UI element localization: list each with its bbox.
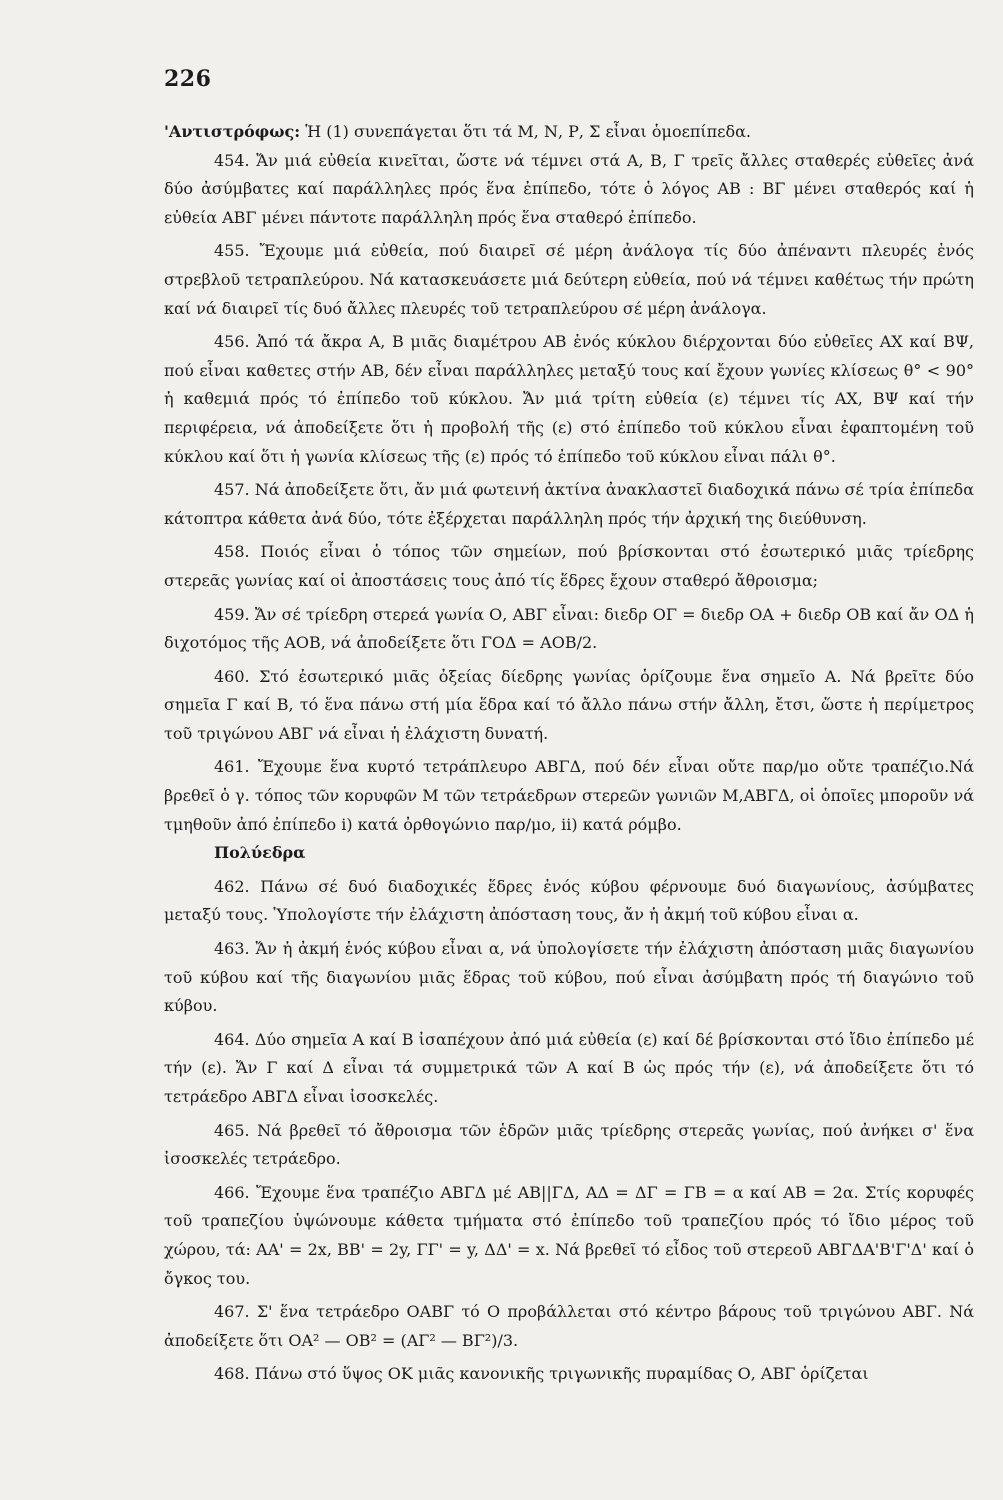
problem-459: 459. Ἄν σέ τρίεδρη στερεά γωνία Ο, ΑΒΓ εἶναι: διεδρ ΟΓ = διεδρ ΟΑ + διεδρ ΟΒ καί ἄν ΟΔ ἡ διχοτόμος τῆς ΑΟΒ, νά ἀποδείξετε ὅτι ΓΟΔ = ΑΟΒ/2. [164,604,974,653]
problem-465: 465. Νά βρεθεῖ τό ἄθροισμα τῶν ἑδρῶν μιᾶς τρίεδρης στερεᾶς γωνίας, πού ἀνήκει σ' ἕνα ἰσοσκελές τετράεδρο. [164,1120,974,1169]
problem-464: 464. Δύο σημεῖα Α καί Β ἰσαπέχουν ἀπό μιά εὐθεία (ε) καί δέ βρίσκονται στό ἴδιο ἐπίπεδο μέ τήν (ε). Ἄν Γ καί Δ εἶναι τά συμμετρικά τῶν Α καί Β ὡς πρός τήν (ε), νά ἀποδείξετε ὅτι τό τετράεδρο ΑΒΓΔ εἶναι ἰσοσκελές. [164,1029,974,1106]
problem-454: 454. Ἄν μιά εὐθεία κινεῖται, ὥστε νά τέμνει στά Α, Β, Γ τρεῖς ἄλλες σταθερές εὐθεῖες ἀνά δύο ἀσύμβατες καί παράλληλες πρός ἕνα ἐπίπεδο, τότε ὁ λόγος ΑΒ : ΒΓ μένει σταθερός καί ἡ εὐθεία ΑΒΓ μένει πάντοτε παράλληλη πρός ἕνα σταθερό ἐπίπεδο. [164,150,974,227]
problem-460: 460. Στό ἐσωτερικό μιᾶς ὀξείας δίεδρης γωνίας ὁρίζουμε ἕνα σημεῖο Α. Νά βρεῖτε δύο σημεῖα Γ καί Β, τό ἕνα πάνω στή μία ἕδρα καί τό ἄλλο πάνω στήν ἄλλη, ἔτσι, ὥστε ἡ περίμετρος τοῦ τριγώνου ΑΒΓ νά εἶναι ἡ ἐλάχιστη δυνατή. [164,666,974,743]
problem-468: 468. Πάνω στό ὕψος ΟΚ μιᾶς κανονικῆς τριγωνικῆς πυραμίδας Ο, ΑΒΓ ὁρίζεται [214,1364,869,1384]
problem-457: 457. Νά ἀποδείξετε ὅτι, ἄν μιά φωτεινή ἀκτίνα ἀνακλαστεῖ διαδοχικά πάνω σέ τρία ἐπίπεδα κάτοπτρα κάθετα ἀνά δύο, τότε ἐξέρχεται παράλληλη πρός τήν ἀρχική της διεύθυνση. [164,480,974,528]
intro-paragraph [164,118,974,147]
problem-462: 462. Πάνω σέ δυό διαδοχικές ἕδρες ἑνός κύβου φέρνουμε δυό διαγωνίους, ἀσύμβατες μεταξύ τους. Ὑπολογίστε τήν ἐλάχιστη ἀπόσταση τους, ἄν ἡ ἀκμή τοῦ κύβου εἶναι α. [164,876,974,925]
problem-458: 458. Ποιός εἶναι ὁ τόπος τῶν σημείων, πού βρίσκονται στό ἐσωτερικό μιᾶς τρίεδρης στερεᾶς γωνίας καί οἱ ἀποστάσεις τους ἀπό τίς ἕδρες ἔχουν σταθερό ἄθροισμα; [164,542,974,590]
problem-466: 466. Ἔχουμε ἕνα τραπέζιο ΑΒΓΔ μέ ΑΒ||ΓΔ, ΑΔ = ΔΓ = ΓΒ = α καί ΑΒ = 2α. Στίς κορυφές τοῦ τραπεζίου ὑψώνουμε κάθετα τμήματα στό ἐπίπεδο τοῦ τραπεζίου πρός τό ἴδιο μέρος τοῦ χώρου, τά: ΑΑ' = 2x, ΒΒ' = 2y, ΓΓ' = y, ΔΔ' = x. Νά βρεθεῖ τό εἶδος τοῦ στερεοῦ ΑΒΓΔΑ'Β'Γ'Δ' καί ὁ ὄγκος του. [164,1182,974,1288]
page-body [164,118,974,1389]
problem-467: 467. Σ' ἕνα τετράεδρο ΟΑΒΓ τό Ο προβάλλεται στό κέντρο βάρους τοῦ τριγώνου ΑΒΓ. Νά ἀποδείξετε ὅτι ΟΑ² — ΟΒ² = (ΑΓ² — ΒΓ²)/3. [164,1302,974,1350]
intro-text: Ἡ (1) συνεπάγεται ὅτι τά Μ, Ν, Ρ, Σ εἶναι ὁμοεπίπεδα. [305,122,751,141]
problem-456: 456. Ἀπό τά ἄκρα Α, Β μιᾶς διαμέτρου ΑΒ ἑνός κύκλου διέρχονται δύο εὐθεῖες ΑΧ καί ΒΨ, πού εἶναι καθετες στήν ΑΒ, δέν εἶναι παράλληλες μεταξύ τους καί ἔχουν γωνίες κλίσεως θ° < 90° ἡ καθεμιά πρός τό ἐπίπεδο τοῦ κύκλου. Ἄν μιά τρίτη εὐθεία (ε) τέμνει τίς ΑΧ, ΒΨ καί τήν περιφέρεια, νά ἀποδείξετε ὅτι ἡ προβολή τῆς (ε) στό ἐπίπεδο τοῦ κύκλου εἶναι ἐφαπτομένη τοῦ κύκλου καί ὅτι ἡ γωνία κλίσεως τῆς (ε) πρός τό ἐπίπεδο τοῦ κύκλου εἶναι πάλι θ°. [164,332,974,466]
problem-455: 455. Ἔχουμε μιά εὐθεία, πού διαιρεῖ σέ μέρη ἀνάλογα τίς δύο ἀπέναντι πλευρές ἑνός στρεβλοῦ τετραπλεύρου. Νά κατασκευάσετε μιά δεύτερη εὐθεία, πού νά τέμνει καθέτως τήν πρώτη καί νά διαιρεῖ τίς δυό ἄλλες πλευρές τοῦ τετραπλεύρου σέ μέρη ἀνάλογα. [164,241,974,318]
problem-463: 463. Ἄν ἡ ἀκμή ἑνός κύβου εἶναι α, νά ὑπολογίσετε τήν ἐλάχιστη ἀπόσταση μιᾶς διαγωνίου τοῦ κύβου καί τῆς διαγωνίου μιᾶς ἕδρας τοῦ κύβου, πού εἶναι ἀσύμβατη πρός τή διαγώνιο τοῦ κύβου. [164,939,974,1016]
problem-461: 461. Ἔχουμε ἕνα κυρτό τετράπλευρο ΑΒΓΔ, πού δέν εἶναι οὔτε παρ/μο οὔτε τραπέζιο.Νά βρεθεῖ ὁ γ. τόπος τῶν κορυφῶν Μ τῶν τετράεδρων στερεῶν γωνιῶν Μ,ΑΒΓΔ, οἱ ὁποῖες μποροῦν νά τμηθοῦν ἀπό ἐπίπεδο i) κατά ὀρθογώνιο παρ/μο, ii) κατά ρόμβο. [164,757,974,834]
page-number: 226 [164,66,212,92]
intro-label: 'Αντιστρόφως: [164,122,301,141]
section-heading: Πολύεδρα [214,843,306,863]
